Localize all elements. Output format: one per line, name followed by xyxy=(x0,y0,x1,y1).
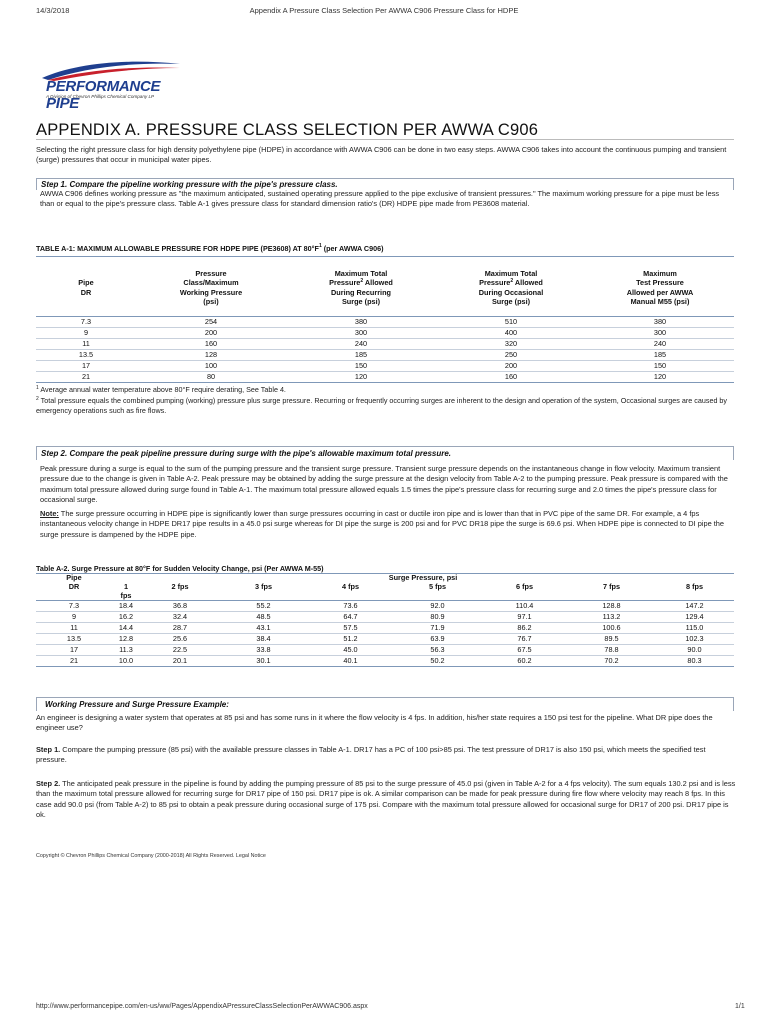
t1-header-recurring-surge: Maximum Total Pressure$^2$ Allowed During Recurring Surge (psi) xyxy=(329,268,393,306)
table1-header-row xyxy=(36,257,734,317)
t2-header-2fps: 2 fps xyxy=(171,581,189,591)
t2-header-6fps: 6 fps xyxy=(515,581,534,591)
table-row: 7.3 254 380 510 380 xyxy=(36,317,734,328)
example-step2: Step 2. The anticipated peak pressure in the pipeline is found by adding the pumping pressure of 85 psi to the surge pressure of 45.0 psi (given in Table A-2 for a 4 fps velocity). The sum equals 130.2 psi and is less than the maximum total pressure allowed for recurring surge for DR17 pipe of 150 psi. DR17 pipe is ok. A similar comparison can be made for peak pressure during fire flow where velocity may reach 8 fps. In this case add 90.0 psi (from Table A-2) to 85 psi to obtain a peak pressure during occasional surge of 175 psi. Compare with the maximum total pressure allowed for occasional surge for DR17 of 200 psi. DR17 pipe is ok. xyxy=(36,779,736,819)
performance-pipe-logo[interactable] xyxy=(34,56,184,112)
intro-paragraph: Selecting the right pressure class for high density polyethylene pipe (HDPE) in accordance with AWWA C906 can be done in two easy steps. AWWA C906 takes into account the continuous pumping and transient (surge) pressures that occur in municipal water pipes. xyxy=(36,145,727,165)
step2-box xyxy=(36,446,734,460)
example-step1: Step 1. Compare the pumping pressure (85 psi) with the available pressure classes in Table A-1. DR17 has a PC of 100 psi>85 psi. The test pressure of DR17 is also 150 psi, which meets the specified test pressure. xyxy=(36,745,706,765)
table-a2 xyxy=(36,573,734,667)
print-page-number: 1/1 xyxy=(735,1003,745,1010)
table2-header-row-2 xyxy=(36,583,734,601)
table-row: 7.3 18.4 36.8 55.2 73.6 92.0 110.4 128.8 147.2 xyxy=(36,601,734,612)
table-row: 9 200 300 400 300 xyxy=(36,328,734,339)
table-row: 11 14.4 28.7 43.1 57.5 71.9 86.2 100.6 115.0 xyxy=(36,623,734,634)
example-box xyxy=(36,697,734,711)
table-row: 21 80 120 160 120 xyxy=(36,372,734,383)
table-a1 xyxy=(36,256,734,383)
t1-header-pressure-class: Pressure Class/Maximum Working Pressure (psi) xyxy=(179,268,243,306)
table-row: 17 100 150 200 150 xyxy=(36,361,734,372)
step1-title: Step 1. Compare the pipeline working pressure with the pipe's pressure class. xyxy=(41,180,338,189)
t2-header-dr: DR xyxy=(68,581,80,591)
table-row: 11 160 240 320 240 xyxy=(36,339,734,350)
table1-footnote-1: $^1$ Average annual water temperature above 80°F require derating, See Table 4. xyxy=(36,385,286,394)
t1-header-dr: Pipe DR xyxy=(78,278,94,297)
t2-header-4fps: 4 fps xyxy=(341,581,360,591)
t2-header-surge-group: Surge Pressure, psi xyxy=(388,573,458,582)
page-title: APPENDIX A. PRESSURE CLASS SELECTION PER AWWA C906 xyxy=(36,121,539,139)
t2-header-1fps: 1 fps xyxy=(120,581,132,600)
table2-header-row-1 xyxy=(36,574,734,583)
table1-caption: TABLE A-1: MAXIMUM ALLOWABLE PRESSURE FOR HDPE PIPE (PE3608) AT $80^\circ F^1$ (per AWWA C906) xyxy=(36,243,384,253)
logo-brand-text: PERFORMANCE PIPE xyxy=(46,78,161,112)
table-row: 9 16.2 32.4 48.5 64.7 80.9 97.1 113.2 129.4 xyxy=(36,612,734,623)
table2-caption: Table A-2. Surge Pressure at 80°F for Sudden Velocity Change, psi (Per AWWA M-55) xyxy=(36,564,324,573)
t2-header-7fps: 7 fps xyxy=(602,581,621,591)
example-intro: An engineer is designing a water system that operates at 85 psi and has some runs in it where the flow velocity is 4 fps. In addition, his/her state requires a 150 psi test for the pipeline. What DR pipe does the engineer use? xyxy=(36,713,713,733)
table-row: 17 11.3 22.5 33.8 45.0 56.3 67.5 78.8 90.0 xyxy=(36,645,734,656)
table-row: 13.5 128 185 250 185 xyxy=(36,350,734,361)
t1-header-occasional-surge: Maximum Total Pressure$^2$ Allowed During Occasional Surge (psi) xyxy=(478,268,544,306)
step1-text: AWWA C906 defines working pressure as "the maximum anticipated, sustained operating pressure applied to the pipe exclusive of transient pressures." The maximum working pressure for a pipe must be less than or equal to the pipe's pressure class. Table A-1 gives pressure class for standard dimension ratio's (DR) HDPE pipe made from PE3608 material. xyxy=(40,189,720,209)
t2-header-3fps: 3 fps xyxy=(254,581,273,591)
step2-text: Peak pressure during a surge is equal to the sum of the pumping pressure and the transient surge pressure. Transient surge pressure depends on the instantaneous change in flow velocity. Maximum transient pressure due to the change is given in Table A-2. Peak pressure may be obtained by adding the surge pressure at the design velocity from Table A-2 to the pumping pressure. Peak pressure is compared with the maximum total pressure allowed during surge found in Table A-1. The maximum total pressure allowed equals 1.5 times the pipe's pressure class for recurring surge and 2.0 times the pipe's pressure class for occasional surge. xyxy=(40,464,728,504)
example-title: Working Pressure and Surge Pressure Example: xyxy=(45,700,229,709)
table1-footnote-2: $^2$ Total pressure equals the combined pumping (working) pressure plus surge pressure. Recurring or frequently occurring surges are inherent to the design and operation of the system, Occasional surges are caused by emergency operations such as fire flows. xyxy=(36,396,728,415)
print-header xyxy=(0,6,768,18)
t2-header-5fps: 5 fps xyxy=(428,581,447,591)
step2-title: Step 2. Compare the peak pipeline pressure during surge with the pipe's allowable maximum total pressure. xyxy=(41,449,452,458)
t2-header-8fps: 8 fps xyxy=(685,581,704,591)
t1-header-test-pressure: Maximum Test Pressure Allowed per AWWA Manual M55 (psi) xyxy=(626,268,694,306)
print-title: Appendix A Pressure Class Selection Per AWWA C906 Pressure Class for HDPE xyxy=(249,6,519,15)
print-url[interactable]: http://www.performancepipe.com/en-us/ww/Pages/AppendixAPressureClassSelectionPerAWWAC906.aspx xyxy=(36,1003,368,1010)
copyright-notice[interactable]: Copyright © Chevron Phillips Chemical Company (2000-2018) All Rights Reserved. Legal Notice xyxy=(36,853,266,859)
print-date: 14/3/2018 xyxy=(36,6,70,15)
title-divider xyxy=(36,139,734,140)
table-row: 21 10.0 20.1 30.1 40.1 50.2 60.2 70.2 80.3 xyxy=(36,656,734,667)
t2-header-pipe: Pipe xyxy=(66,573,82,582)
table-row: 13.5 12.8 25.6 38.4 51.2 63.9 76.7 89.5 102.3 xyxy=(36,634,734,645)
logo-subtitle: A Division of Chevron Phillips Chemical Company LP xyxy=(46,94,155,99)
step2-note: Note: The surge pressure occurring in HDPE pipe is significantly lower than surge pressures occurring in cast or ductile iron pipe and is lower than that in PVC pipe of the same DR. For example, a 4 fps instantaneous velocity change in HDPE DR17 pipe results in a 45.0 psi surge whereas for DI pipe the surge is 200 psi and for PVC DR18 pipe the surge is 69.6 psi. When HDPE pipe is connected to DI pipe the surge pressure is dampened by the HDPE pipe. xyxy=(40,509,725,539)
